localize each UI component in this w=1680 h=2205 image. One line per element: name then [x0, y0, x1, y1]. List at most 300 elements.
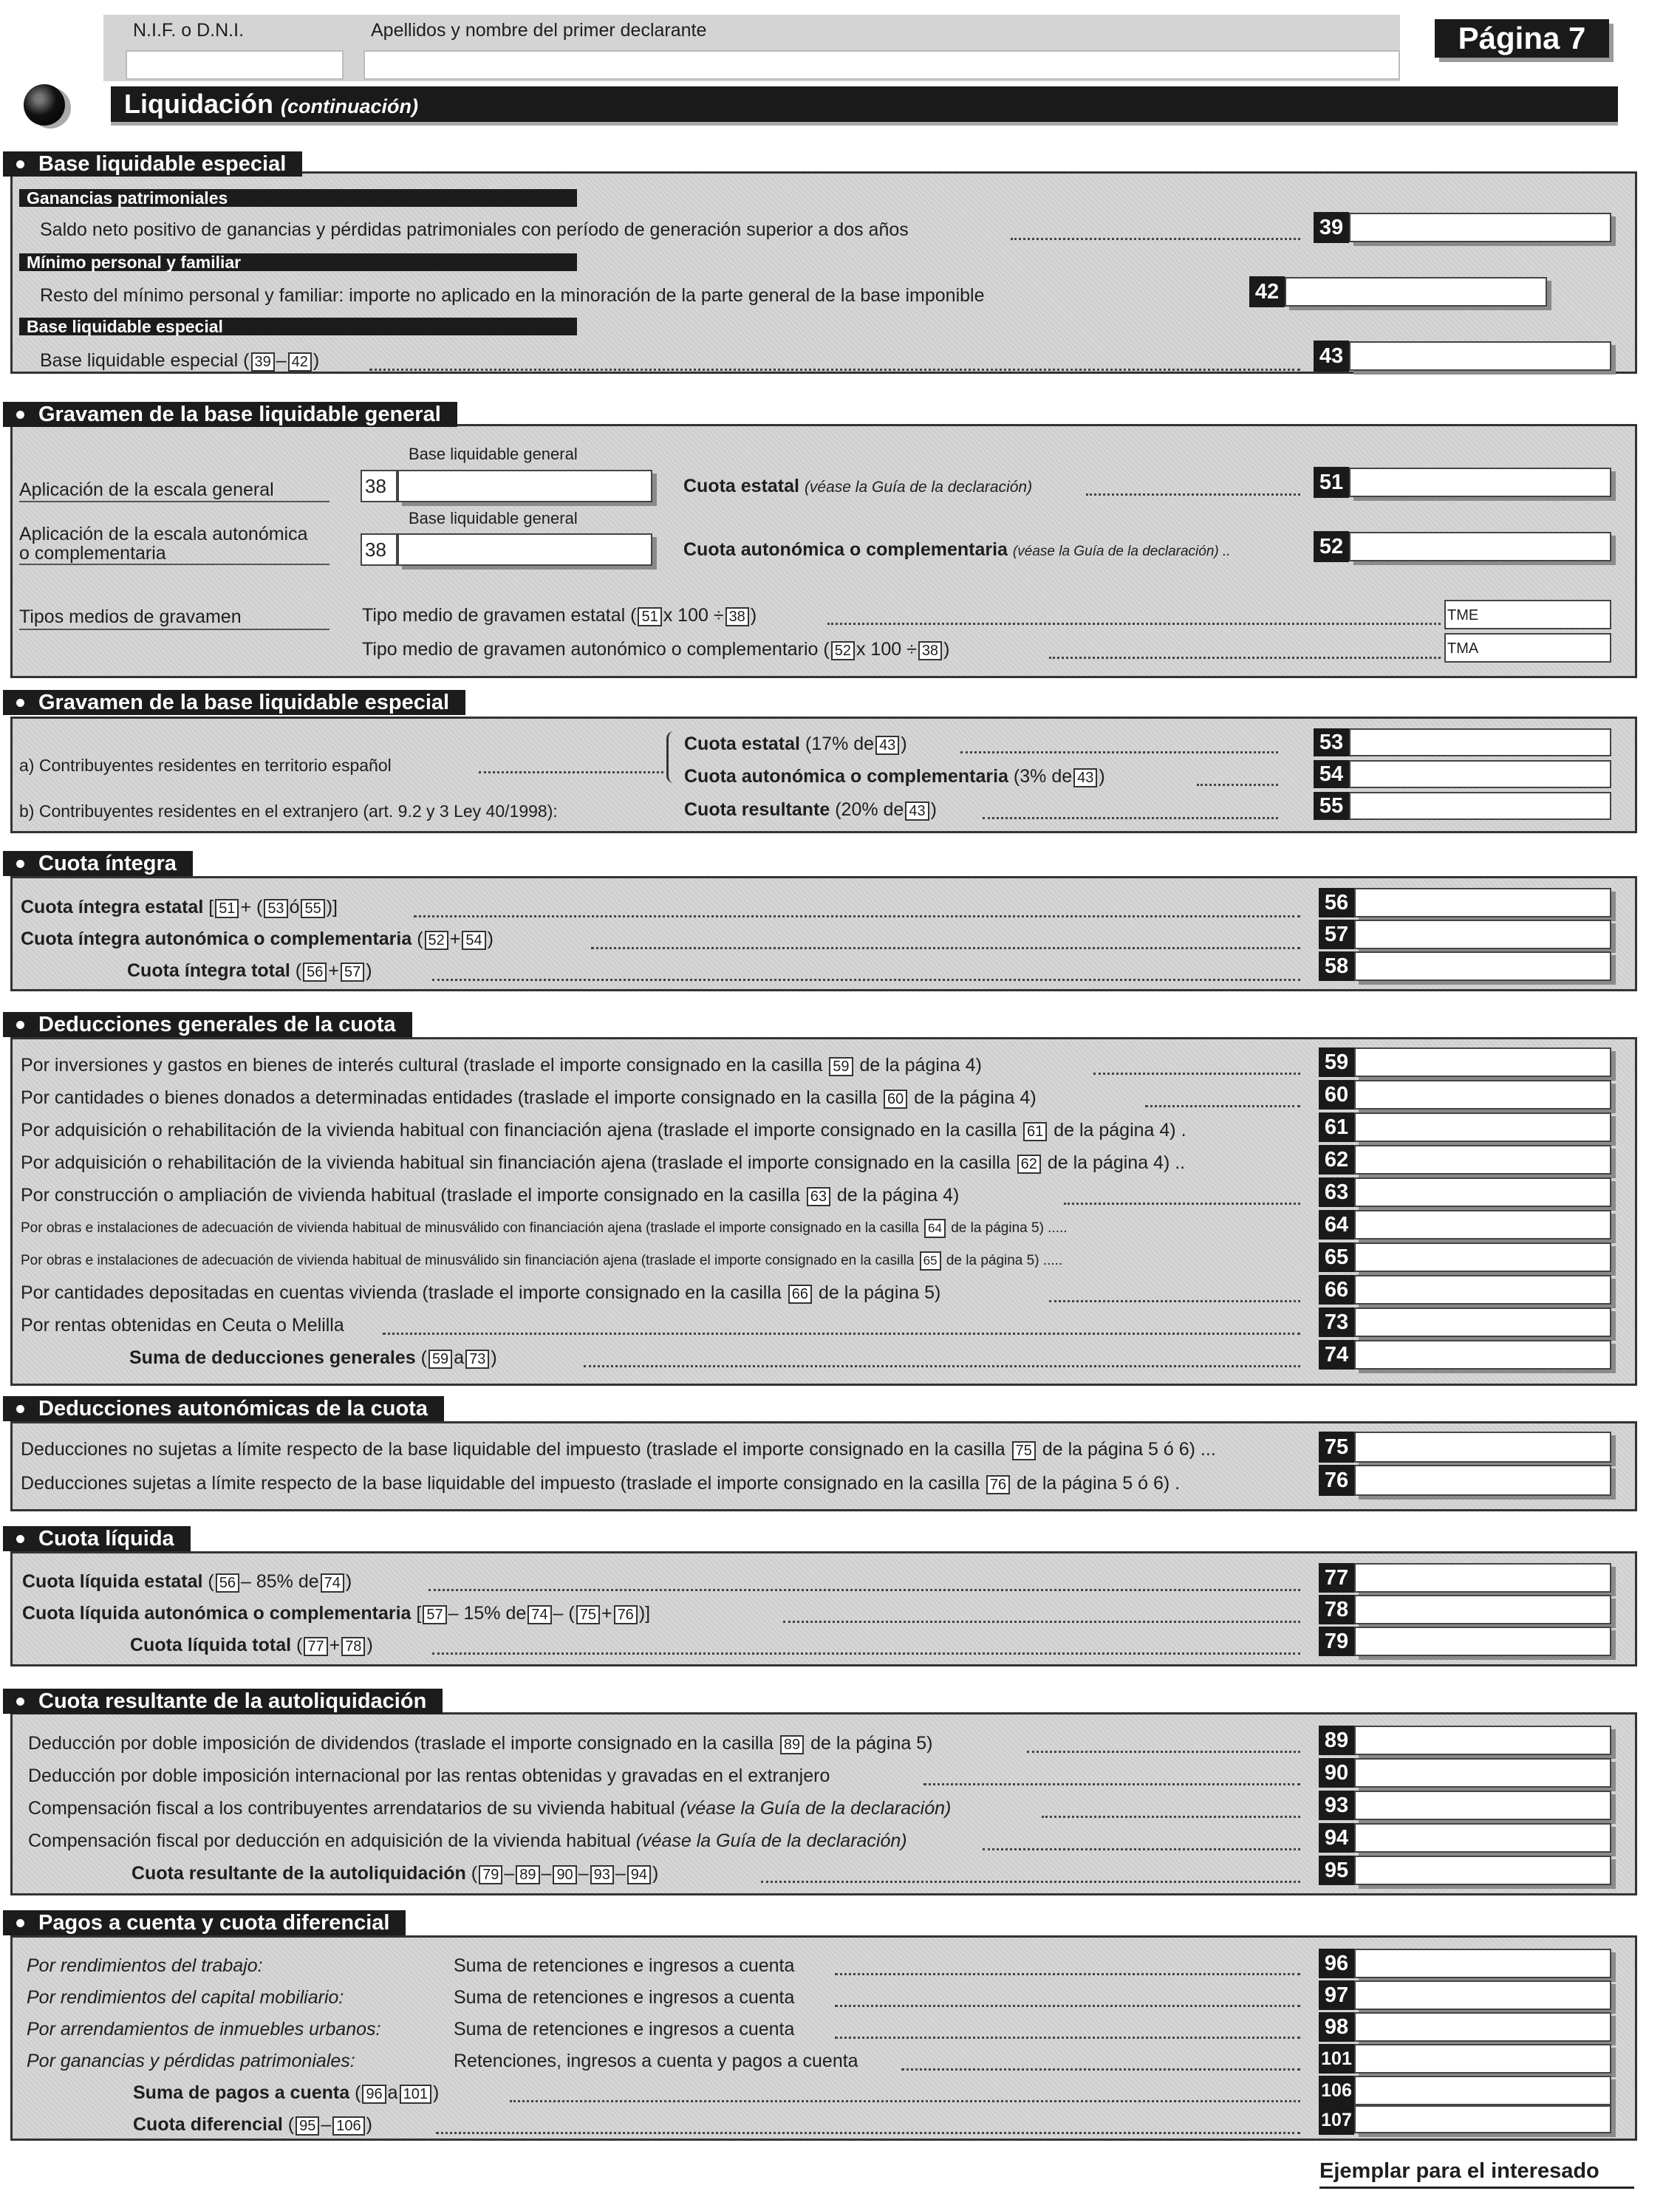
- box-number-61: 61: [1319, 1112, 1354, 1142]
- field-60[interactable]: [1354, 1080, 1611, 1110]
- ref-box-75-b: 75: [576, 1605, 600, 1624]
- subheader-ganancias: Ganancias patrimoniales: [19, 189, 577, 207]
- blg-label-2: Base liquidable general: [409, 509, 578, 527]
- row-75-text: Deducciones no sujetas a límite respecto de la base liquidable del impuesto (traslade el importe consignado en la casilla: [21, 1439, 1005, 1460]
- liquidacion-title-sub: (continuación): [281, 95, 418, 117]
- row-107-label: Cuota diferencial ( 95 – 106 ): [133, 2114, 372, 2135]
- box-number-63: 63: [1319, 1177, 1354, 1207]
- ref-box-38-tma: 38: [918, 641, 942, 660]
- cuota-estatal-text: Cuota estatal: [683, 476, 799, 496]
- box-number-60: 60: [1319, 1080, 1354, 1110]
- row-61-label: [21, 1119, 1186, 1141]
- row-43-label: [40, 349, 319, 372]
- row-60-tail: de la página 4): [914, 1087, 1037, 1108]
- subheader-base-liquidable: Base liquidable especial: [19, 318, 577, 335]
- field-93[interactable]: [1354, 1791, 1611, 1820]
- section-title-pagos-cuenta: Pagos a cuenta y cuota diferencial: [3, 1910, 406, 1935]
- section-title-deducciones-generales: Deducciones generales de la cuota: [3, 1012, 412, 1037]
- liquidacion-title: [124, 86, 418, 122]
- row-65-label: [21, 1250, 1062, 1272]
- tme-dots: [827, 623, 1441, 625]
- row-97-category: Por rendimientos del capital mobiliario:: [27, 1987, 344, 2008]
- row-56-dots: [414, 915, 1300, 917]
- row-42-label: Resto del mínimo personal y familiar: importe no aplicado en la minoración de la parte general de la base imponible: [40, 285, 985, 306]
- row-62-tail: de la página 4) ..: [1047, 1152, 1186, 1173]
- field-59[interactable]: [1354, 1047, 1611, 1077]
- ref-box-73: 73: [465, 1350, 489, 1369]
- ref-box-94: 94: [627, 1865, 651, 1884]
- field-73[interactable]: [1354, 1307, 1611, 1337]
- cuota-estatal-label: [683, 475, 1032, 499]
- tma-code: TMA: [1447, 640, 1479, 657]
- section-title-cuota-integra: Cuota íntegra: [3, 851, 193, 876]
- box-number-74: 74: [1319, 1340, 1354, 1370]
- row-43-close: ): [313, 350, 320, 371]
- box-number-39: 39: [1314, 212, 1349, 243]
- row-77-dots: [428, 1589, 1300, 1591]
- field-90[interactable]: [1354, 1758, 1611, 1788]
- liquidacion-title-text: Liquidación: [124, 89, 273, 119]
- row-93-text: Compensación fiscal a los contribuyentes arrendatarios de su vivienda habitual: [28, 1798, 675, 1819]
- field-61[interactable]: [1354, 1112, 1611, 1142]
- field-62[interactable]: [1354, 1145, 1611, 1175]
- box-number-89: 89: [1319, 1726, 1354, 1755]
- row-66-tail: de la página 5): [818, 1282, 941, 1303]
- section-title-base-liquidable-especial: Base liquidable especial: [3, 151, 302, 177]
- row-75-tail: de la página 5 ó 6) ...: [1042, 1439, 1216, 1460]
- ref-box-59: 59: [829, 1057, 853, 1076]
- row-66-label: [21, 1282, 940, 1304]
- row-76-label: [21, 1472, 1180, 1494]
- ref-box-78: 78: [341, 1637, 365, 1656]
- ref-box-89: 89: [780, 1735, 804, 1754]
- tma-close: ): [943, 639, 950, 660]
- row-56-text: Cuota íntegra estatal: [21, 897, 204, 917]
- page-number: Página 7: [1435, 19, 1609, 58]
- field-76[interactable]: [1354, 1465, 1611, 1496]
- ref-box-90: 90: [553, 1865, 576, 1884]
- box-number-77: 77: [1319, 1563, 1354, 1593]
- field-89[interactable]: [1354, 1726, 1611, 1755]
- row-43-minus: –: [276, 350, 287, 371]
- row-63-tail: de la página 4): [836, 1185, 960, 1206]
- row-97-label: Suma de retenciones e ingresos a cuenta: [454, 1987, 795, 2008]
- row-64-label: [21, 1217, 1068, 1240]
- row-57-dots: [591, 947, 1300, 949]
- row-74-text: Suma de deducciones generales: [129, 1347, 416, 1368]
- box-number-56: 56: [1319, 888, 1354, 917]
- row-57-text: Cuota íntegra autonómica o complementaria: [21, 929, 412, 949]
- row-97-dots: [835, 2005, 1300, 2007]
- row-78-dots: [783, 1621, 1300, 1623]
- cuota-autonomica-label: [683, 539, 1231, 563]
- row-74-a: a: [454, 1347, 465, 1368]
- row-106-dots: [510, 2100, 1300, 2102]
- row-89-tail: de la página 5): [810, 1733, 933, 1754]
- row-101-label: Retenciones, ingresos a cuenta y pagos a cuenta: [454, 2051, 858, 2071]
- field-55[interactable]: [1349, 792, 1611, 820]
- row-51-dots: [1086, 493, 1300, 496]
- row-101-dots: [901, 2068, 1300, 2071]
- field-42[interactable]: [1285, 277, 1547, 307]
- field-53[interactable]: [1349, 728, 1611, 756]
- ref-box-60: 60: [884, 1090, 907, 1109]
- ref-box-52: 52: [831, 641, 855, 660]
- row-93-label: [28, 1797, 951, 1819]
- ref-box-57-b: 57: [423, 1605, 446, 1624]
- row-94-dots: [983, 1848, 1300, 1850]
- row-73-dots: [383, 1333, 1300, 1335]
- field-98[interactable]: [1354, 2012, 1611, 2042]
- section-title-gravamen-general: Gravamen de la base liquidable general: [3, 402, 457, 427]
- residentes-extranjero-label: b) Contribuyentes residentes en el extranjero (art. 9.2 y 3 Ley 40/1998):: [19, 801, 558, 821]
- row-63-dots: [1064, 1203, 1300, 1205]
- section-title-cuota-resultante: Cuota resultante de la autoliquidación: [3, 1689, 443, 1714]
- box-number-93: 93: [1319, 1791, 1354, 1820]
- field-tma[interactable]: [1444, 633, 1611, 663]
- ref-box-76: 76: [986, 1475, 1010, 1494]
- row-64-text: Por obras e instalaciones de adecuación de vivienda habitual de minusválido con financiación ajena (traslade el importe consignado en la casilla: [21, 1220, 919, 1236]
- blg-label-1: Base liquidable general: [409, 445, 578, 463]
- tma-row-label: [362, 638, 949, 660]
- ref-box-89-b: 89: [516, 1865, 539, 1884]
- ref-box-56-b: 56: [216, 1573, 239, 1593]
- field-base-general-2[interactable]: [397, 533, 652, 566]
- box-number-101: 101: [1319, 2044, 1354, 2074]
- row-106-a: a: [387, 2082, 398, 2103]
- row-66-text: Por cantidades depositadas en cuentas vivienda (traslade el importe consignado en la casilla: [21, 1282, 782, 1303]
- box-number-64: 64: [1319, 1210, 1354, 1240]
- row-60-label: [21, 1087, 1037, 1109]
- field-97[interactable]: [1354, 1980, 1611, 2010]
- row-79-text: Cuota líquida total: [130, 1635, 292, 1655]
- tme-code: TME: [1447, 607, 1479, 623]
- box-number-107: 107: [1319, 2105, 1354, 2135]
- nif-label: N.I.F. o D.N.I.: [133, 20, 245, 41]
- row-95-label: Cuota resultante de la autoliquidación ( 79 – 89 – 90 – 93 – 94 ): [132, 1863, 659, 1884]
- ref-box-54: 54: [462, 931, 485, 950]
- ref-box-106: 106: [332, 2116, 364, 2136]
- row-96-dots: [835, 1973, 1300, 1975]
- row-62-label: [21, 1152, 1185, 1174]
- ref-box-63: 63: [807, 1187, 830, 1206]
- ref-box-43-a: 43: [875, 736, 899, 755]
- box-number-96: 96: [1319, 1949, 1354, 1978]
- tma-text: Tipo medio de gravamen autonómico o complementario (: [362, 639, 830, 660]
- ref-box-76-b: 76: [614, 1605, 638, 1624]
- row-55-text: Cuota resultante: [684, 799, 830, 820]
- ref-box-95: 95: [296, 2116, 319, 2136]
- box-number-62: 62: [1319, 1145, 1354, 1175]
- box-number-53: 53: [1314, 728, 1349, 756]
- row-98-label: Suma de retenciones e ingresos a cuenta: [454, 2019, 795, 2040]
- field-tme[interactable]: [1444, 600, 1611, 629]
- name-field[interactable]: [363, 50, 1400, 80]
- ref-box-42: 42: [288, 352, 312, 372]
- tipos-medios-label: Tipos medios de gravamen: [19, 606, 242, 627]
- ref-box-66: 66: [788, 1285, 812, 1304]
- row-75-label: [21, 1438, 1216, 1460]
- box-number-98: 98: [1319, 2012, 1354, 2042]
- row-95-text: Cuota resultante de la autoliquidación: [132, 1863, 466, 1884]
- ref-box-53: 53: [264, 899, 287, 918]
- ref-box-56: 56: [303, 963, 327, 982]
- row-65-tail: de la página 5) .....: [946, 1253, 1063, 1268]
- row-94-label: [28, 1830, 907, 1852]
- ref-box-79: 79: [479, 1865, 502, 1884]
- box-number-65: 65: [1319, 1242, 1354, 1272]
- row-79-dots: [432, 1652, 1300, 1655]
- row-76-tail: de la página 5 ó 6) .: [1017, 1473, 1181, 1494]
- ref-box-74-a: 74: [321, 1573, 344, 1593]
- field-75[interactable]: [1354, 1432, 1611, 1463]
- row-43-dots: [369, 369, 1300, 371]
- row-90-label: Deducción por doble imposición internacional por las rentas obtenidas y gravadas en el extranjero: [28, 1765, 830, 1786]
- row-78-op: – 15% de: [448, 1603, 527, 1624]
- box-number-97: 97: [1319, 1980, 1354, 2010]
- nif-field[interactable]: [126, 50, 344, 80]
- row-89-text: Deducción por doble imposición de dividendos (traslade el importe consignado en la casilla: [28, 1733, 774, 1754]
- box-number-54: 54: [1314, 760, 1349, 788]
- field-79[interactable]: [1354, 1627, 1611, 1656]
- escala-autonomica-label-2: o complementaria: [19, 543, 166, 564]
- footer-label: Ejemplar para el interesado: [1319, 2159, 1599, 2183]
- field-43[interactable]: [1349, 341, 1611, 371]
- row-55-label: [684, 799, 937, 821]
- field-65[interactable]: [1354, 1242, 1611, 1272]
- tme-op: x 100 ÷: [663, 605, 724, 626]
- box-number-106: 106: [1319, 2076, 1354, 2105]
- section-title-gravamen-especial: Gravamen de la base liquidable especial: [3, 690, 465, 715]
- field-64[interactable]: [1354, 1210, 1611, 1240]
- box-number-79: 79: [1319, 1627, 1354, 1656]
- name-label: Apellidos y nombre del primer declarante: [371, 20, 707, 41]
- row-78-label: Cuota líquida autonómica o complementaria [ 57 – 15% de 74 – ( 75 + 76 )]: [22, 1603, 651, 1624]
- field-94[interactable]: [1354, 1823, 1611, 1853]
- row-55-dots: [983, 817, 1278, 819]
- row-56-label: Cuota íntegra estatal [ 51 + ( 53 ó 55 )]: [21, 897, 338, 917]
- box-number-78: 78: [1319, 1595, 1354, 1624]
- box-38-a-text: 38: [365, 475, 386, 497]
- subheader-minimo: Mínimo personal y familiar: [19, 253, 577, 271]
- row-54-dots: [1197, 784, 1278, 786]
- ref-box-62: 62: [1017, 1155, 1041, 1174]
- row-90-dots: [923, 1783, 1300, 1785]
- row-58-label: Cuota íntegra total ( 56 + 57 ): [127, 960, 372, 981]
- ref-box-43-b: 43: [1073, 768, 1097, 787]
- field-95[interactable]: [1354, 1856, 1611, 1885]
- field-58[interactable]: [1354, 951, 1611, 981]
- row-107-text: Cuota diferencial: [133, 2114, 283, 2135]
- field-96[interactable]: [1354, 1949, 1611, 1978]
- ref-box-43-c: 43: [905, 801, 929, 821]
- row-107-dots: [436, 2132, 1300, 2134]
- tme-row-label: [362, 604, 757, 626]
- escala-general-underline: [19, 501, 329, 502]
- ref-box-61: 61: [1023, 1122, 1047, 1141]
- row-74-label: Suma de deducciones generales ( 59 a 73 ): [129, 1347, 497, 1368]
- field-52[interactable]: [1349, 532, 1611, 561]
- box-number-76: 76: [1319, 1465, 1354, 1496]
- tma-dots: [1049, 657, 1441, 659]
- row-53-close: ): [901, 734, 907, 754]
- box-38-b-text: 38: [365, 539, 386, 561]
- row-53-pct: (17% de: [805, 734, 875, 754]
- ref-box-65: 65: [920, 1251, 941, 1271]
- ref-box-52-b: 52: [425, 931, 448, 950]
- box-number-42: 42: [1249, 276, 1285, 307]
- ref-box-57: 57: [341, 963, 364, 982]
- ref-box-51: 51: [638, 607, 661, 626]
- tme-close: ): [750, 605, 757, 626]
- row-59-dots: [1093, 1073, 1300, 1075]
- row-79-label: Cuota líquida total ( 77 + 78 ): [130, 1635, 373, 1655]
- ref-box-39: 39: [251, 352, 275, 372]
- row-63-label: [21, 1184, 959, 1206]
- row-77-label: Cuota líquida estatal ( 56 – 85% de 74 ): [22, 1571, 352, 1592]
- field-base-general-1[interactable]: [397, 470, 652, 502]
- ref-box-75: 75: [1012, 1441, 1036, 1460]
- tma-op: x 100 ÷: [856, 639, 917, 660]
- row-66-dots: [1049, 1300, 1300, 1302]
- row-73-label: Por rentas obtenidas en Ceuta o Melilla: [21, 1315, 344, 1336]
- box-number-58: 58: [1319, 951, 1354, 981]
- row-94-text: Compensación fiscal por deducción en adquisición de la vivienda habitual: [28, 1830, 631, 1851]
- row-77-op: – 85% de: [241, 1571, 319, 1592]
- field-63[interactable]: [1354, 1177, 1611, 1207]
- row-53-text: Cuota estatal: [684, 734, 800, 754]
- row-101-category: Por ganancias y pérdidas patrimoniales:: [27, 2051, 355, 2071]
- box-number-94: 94: [1319, 1823, 1354, 1853]
- section-title-cuota-liquida: Cuota líquida: [3, 1526, 191, 1551]
- row-93-note: (véase la Guía de la declaración): [680, 1798, 952, 1819]
- residentes-espana-dots: [479, 771, 663, 773]
- box-number-95: 95: [1319, 1856, 1354, 1885]
- row-94-note: (véase la Guía de la declaración): [635, 1830, 907, 1851]
- field-66[interactable]: [1354, 1275, 1611, 1305]
- box-number-43: 43: [1314, 341, 1349, 372]
- row-63-text: Por construcción o ampliación de vivienda habitual (traslade el importe consignado en la casilla: [21, 1185, 800, 1206]
- section-title-deducciones-autonomicas: Deducciones autonómicas de la cuota: [3, 1396, 444, 1421]
- row-78-text: Cuota líquida autonómica o complementaria: [22, 1603, 412, 1624]
- row-76-text: Deducciones sujetas a límite respecto de la base liquidable del impuesto (traslade el importe consignado en la casilla: [21, 1473, 980, 1494]
- row-39-dots: [1011, 238, 1300, 240]
- row-98-dots: [835, 2037, 1300, 2039]
- box-number-52: 52: [1314, 531, 1349, 562]
- row-39-label: Saldo neto positivo de ganancias y pérdidas patrimoniales con período de generación superior a dos años: [40, 219, 909, 240]
- field-107[interactable]: [1354, 2105, 1611, 2133]
- brace: [666, 731, 682, 783]
- row-95-dots: [761, 1881, 1300, 1883]
- cuota-autonomica-note: (véase la Guía de la declaración) ..: [1012, 544, 1231, 559]
- row-54-label: [684, 765, 1105, 787]
- box-number-73: 73: [1319, 1307, 1354, 1337]
- field-74[interactable]: [1354, 1340, 1611, 1370]
- row-59-tail: de la página 4): [859, 1055, 982, 1076]
- row-64-tail: de la página 5) .....: [951, 1220, 1068, 1236]
- field-56[interactable]: [1354, 888, 1611, 917]
- row-43-text: Base liquidable especial (: [40, 350, 250, 371]
- row-59-label: [21, 1054, 982, 1076]
- box-number-55: 55: [1314, 792, 1349, 820]
- ref-box-93: 93: [590, 1865, 614, 1884]
- row-60-text: Por cantidades o bienes donados a determinadas entidades (traslade el importe consignado en la casilla: [21, 1087, 878, 1108]
- row-54-text: Cuota autonómica o complementaria: [684, 766, 1008, 787]
- box-number-90: 90: [1319, 1758, 1354, 1788]
- box-number-51: 51: [1314, 467, 1349, 498]
- ref-box-101: 101: [400, 2085, 431, 2104]
- row-96-label: Suma de retenciones e ingresos a cuenta: [454, 1955, 795, 1976]
- row-55-close: ): [930, 799, 937, 820]
- row-54-close: ): [1099, 766, 1105, 787]
- field-51[interactable]: [1349, 468, 1611, 497]
- row-59-text: Por inversiones y gastos en bienes de interés cultural (traslade el importe consignado en la casilla: [21, 1055, 823, 1076]
- escala-autonomica-label-1: Aplicación de la escala autonómica: [19, 524, 308, 544]
- field-106[interactable]: [1354, 2076, 1611, 2105]
- field-54[interactable]: [1349, 760, 1611, 788]
- row-106-text: Suma de pagos a cuenta: [133, 2082, 350, 2103]
- cuota-estatal-note: (véase la Guía de la declaración): [804, 479, 1033, 496]
- ref-box-96: 96: [362, 2085, 386, 2104]
- box-38-a: [361, 470, 397, 502]
- box-number-59: 59: [1319, 1047, 1354, 1077]
- box-number-66: 66: [1319, 1275, 1354, 1305]
- row-77-text: Cuota líquida estatal: [22, 1571, 203, 1592]
- ref-box-59-b: 59: [428, 1350, 452, 1369]
- field-57[interactable]: [1354, 920, 1611, 949]
- row-93-dots: [1042, 1816, 1300, 1818]
- escala-autonomica-underline: [19, 564, 329, 565]
- ref-box-74-b: 74: [527, 1605, 551, 1624]
- row-89-label: [28, 1732, 933, 1754]
- field-78[interactable]: [1354, 1595, 1611, 1624]
- row-65-text: Por obras e instalaciones de adecuación de vivienda habitual de minusválido sin financiación ajena (traslade el importe consignado en la casilla: [21, 1253, 915, 1268]
- field-77[interactable]: [1354, 1563, 1611, 1593]
- ref-box-77: 77: [304, 1637, 327, 1656]
- row-61-tail: de la página 4) .: [1054, 1120, 1186, 1141]
- escala-general-label: Aplicación de la escala general: [19, 479, 274, 500]
- box-number-75: 75: [1319, 1432, 1354, 1463]
- ref-box-64: 64: [924, 1219, 946, 1238]
- row-54-pct: (3% de: [1013, 766, 1073, 787]
- field-101[interactable]: [1354, 2044, 1611, 2074]
- ref-box-38-tme: 38: [725, 607, 749, 626]
- row-62-text: Por adquisición o rehabilitación de la vivienda habitual sin financiación ajena (traslade el importe consignado en la casilla: [21, 1152, 1011, 1173]
- row-74-dots: [584, 1365, 1300, 1367]
- row-89-dots: [1027, 1751, 1300, 1753]
- row-58-dots: [432, 979, 1300, 981]
- field-39[interactable]: [1349, 213, 1611, 242]
- row-53-label: [684, 733, 907, 755]
- row-57-label: Cuota íntegra autonómica o complementaria ( 52 + 54 ): [21, 929, 494, 949]
- section-bullet-icon: [24, 84, 65, 126]
- row-60-dots: [1145, 1105, 1300, 1107]
- footer-underline: [1319, 2187, 1634, 2189]
- ref-box-55: 55: [301, 899, 324, 918]
- ref-box-51-b: 51: [215, 899, 239, 918]
- box-38-b: [361, 533, 397, 566]
- tme-text: Tipo medio de gravamen estatal (: [362, 605, 637, 626]
- tipos-medios-underline: [19, 629, 329, 630]
- row-106-label: Suma de pagos a cuenta ( 96 a 101 ): [133, 2082, 440, 2103]
- row-96-category: Por rendimientos del trabajo:: [27, 1955, 263, 1976]
- row-98-category: Por arrendamientos de inmuebles urbanos:: [27, 2019, 381, 2040]
- row-53-dots: [960, 751, 1278, 753]
- cuota-autonomica-text: Cuota autonómica o complementaria: [683, 539, 1008, 560]
- row-61-text: Por adquisición o rehabilitación de la vivienda habitual con financiación ajena (traslade el importe consignado en la casilla: [21, 1120, 1017, 1141]
- row-58-text: Cuota íntegra total: [127, 960, 290, 981]
- row-55-pct: (20% de: [835, 799, 904, 820]
